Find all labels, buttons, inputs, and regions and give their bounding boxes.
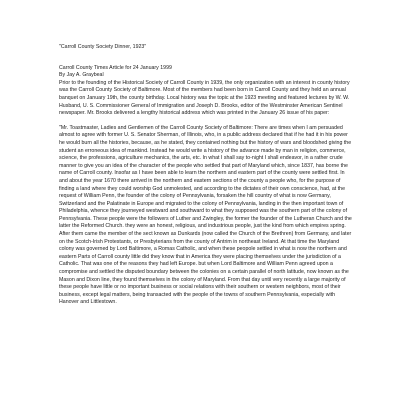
document-page (59, 44, 353, 307)
document-title: "Carroll County Society Dinner, 1923" (59, 44, 147, 50)
speech-paragraph: "Mr. Toastmaster, Ladies and Gentlemen of the Carroll County Society of Baltimore: There are times when I am persuaded almost to agree with former U. S. Senator Sherman, of Illinois, who, in a public address declared that if he had it in his power he would burn all the histories, because, as he stated, they contained nothing but the history of wars and bloodshed giving the student an erroneous idea of mankind. Instead he would write a history of the advance made by man in religion, commerce, science, the professions, agriculture mechanics, the arts, etc. In what I shall say to-night I shall endeavor, in a rather crude manner to give you an idea of the character of the people who settled that part of Maryland which, since 1837, has borne the name of Carroll county. Insofar as I have been able to learn the northern and eastern part of the county were settled first. In and about the year 1670 there arrived in the northern and eastern sections of the county a people who, for the purpose of finding a land where they could worship God unmolested, and according to the dictates of their own conscience, had, at the request of William Penn, the founder of the colony of Pennsylvania, forsaken the hill country of what is now Germany, Switzerland and the Palatinate in Europe and migrated to the colony of Pennsylvania, landing in the then important town of Philadelphia, whence they journeyed westward and southward to what they supposed was the southern part of the colony of Pennsylvania. These people were the followers of Luther and Zwingley, the former the founder of the Lutheran Church and the latter the Reformed Church. they were an honest, religious, and industrious people, just the kind from which empires spring. After them came the member of the sect known as Dunkards (now called the Church of the Brethren) from Germany, and later on the Scotch-Irish Protestants, or Presbyterians from the county of Antrim in northeast Ireland. At that time the Maryland colony was governed by Lord Baltimore, a Romas Catholic, and when these peopole settled in what is now the northern and eastern Parts of Carroll county little did they know that in America they were placing themselves under the jurisdiction of a Catholic. That was one of the reasons they had left Europe. but when Lord Baltimore and William Penn agreed upon a compromise and settled the disputed boundary between the colonies on a certain parallel of north latitude, now known as the Mason and Dixon line, they found themselves in the colony of Maryland. From that day until very recently a large majority of these people have little or no important business or social relations with their southern or western neighbors, most of their business, except legal matters, being transacted with the people of the towns of southern Pennsylvania, especially with Hanover and Littlestown. (59, 124, 352, 306)
intro-paragraph: Prior to the founding of the Historical Society of Carroll County in 1939, the only organization with an interest in county history was the Carroll County Society of Baltimore. Most of the members had been born in Carroll County and they held an annual banquet on January 19th, the county birthday. Local history was the topic at the 1923 meeting and featured lectures by W. W. Husband, U. S. Commissioner General of Immigration and Joseph D. Brooks, editor of the Westminster American Sentinel newspaper. Mr. Brooks delivered a lengthy historical address which was printed in the January 26 issue of his paper: (59, 79, 350, 117)
byline: By Jay A. Graybeal (59, 72, 104, 79)
source-line: Carroll County Times Article for 24 January 1999 (59, 64, 172, 71)
